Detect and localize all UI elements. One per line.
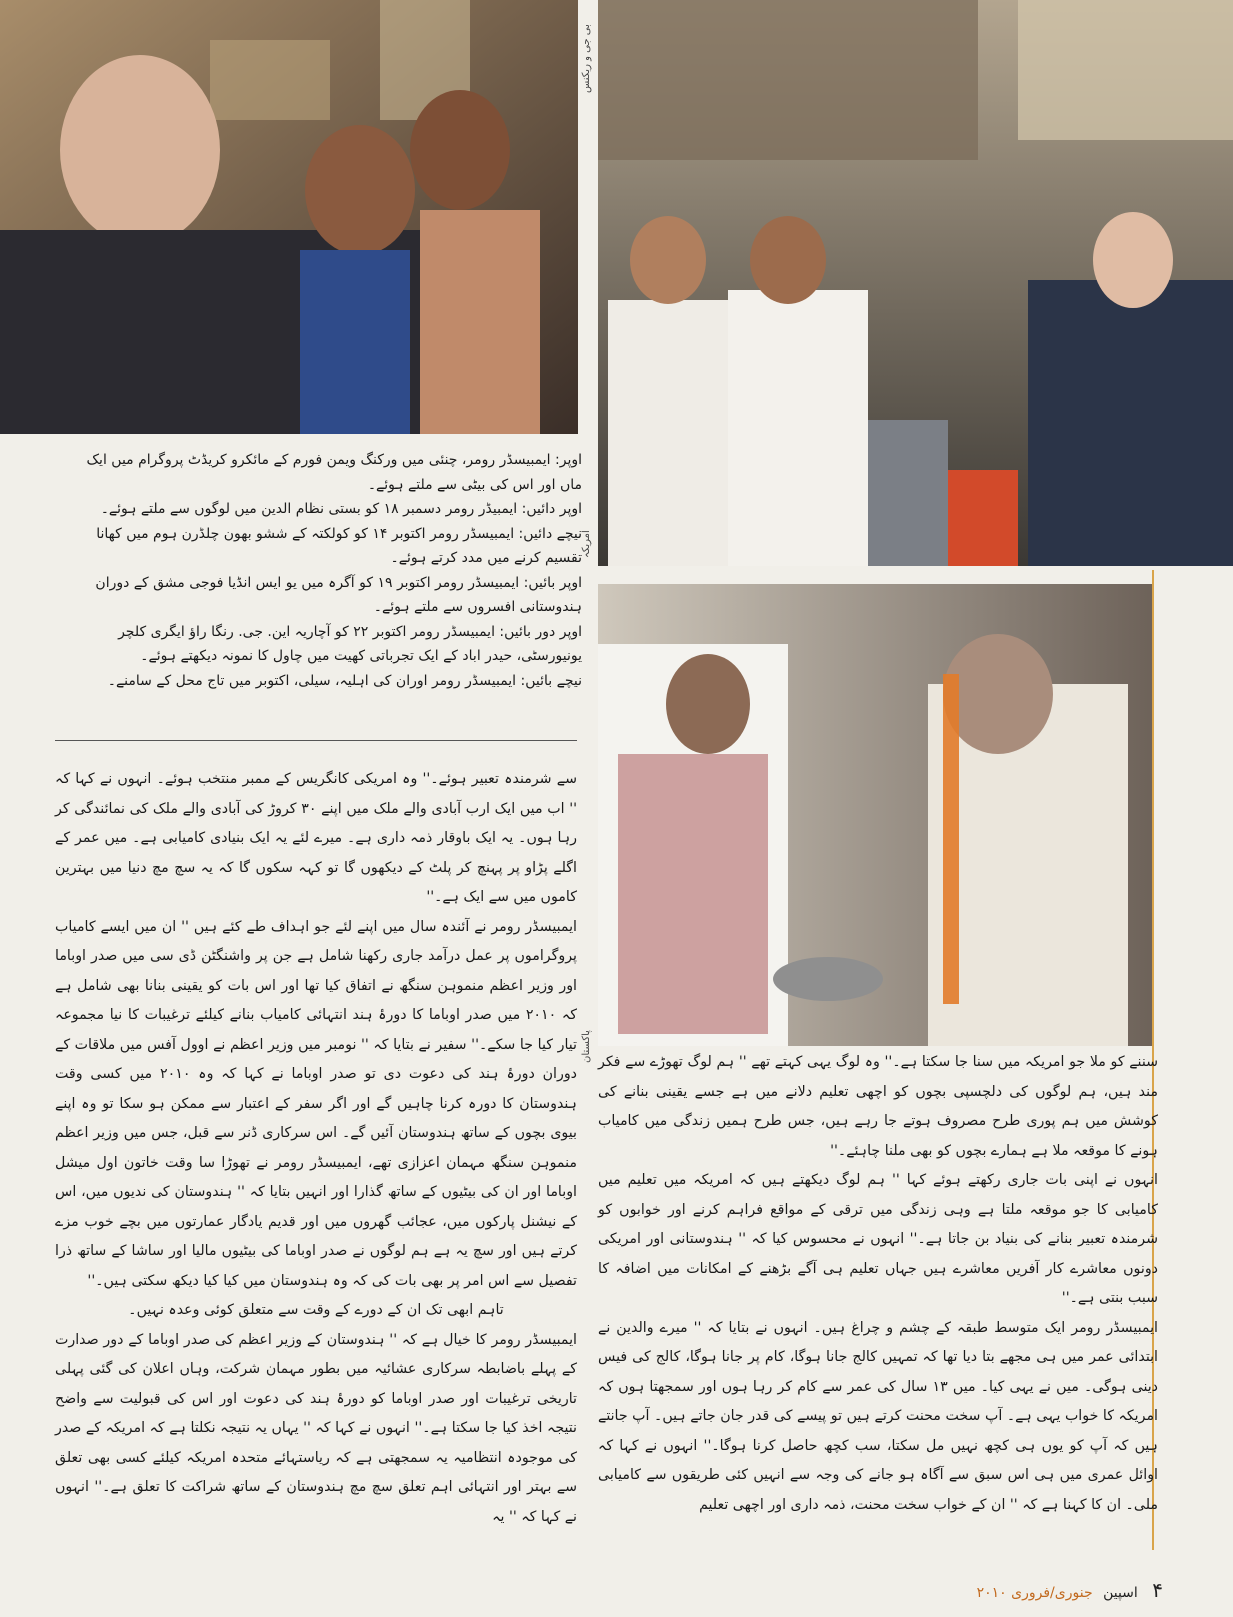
photo-credit-top: بی جی و ریکنس (581, 24, 592, 93)
paragraph: تاہم ابھی تک ان کے دورے کے وقت سے متعلق کوئی وعدہ نہیں۔ (128, 1302, 504, 1318)
paragraph: ایمبیسڈر رومر کا خیال ہے کہ '' ہندوستان کے وزیر اعظم کی صدر اوباما کے دور صدارت کے پہلے باضابطہ سرکاری عشائیہ میں بطور مہمان شرکت، وہاں اعلان کی گئی پہلی تاریخی ترغیبات اور صدر اوباما کو دورۂ ہند کی دعوت اور اس کی قبولیت سے واضح نتیجہ اخذ کیا جا سکتا ہے۔'' انہوں نے کہا کہ '' یہاں یہ نتیجہ نکلتا ہے کہ امریکہ کے صدر کی موجودہ انتظامیہ یہ سمجھتی ہے کہ ریاستہائے متحدہ امریکہ کیلئے کسی بھی تعلق سے بہتر اور انتہائی اہم تعلق سچ مچ ہندوستان کے ساتھ شراکت کا تعلق ہے۔'' انہوں نے کہا کہ '' یہ (55, 1331, 577, 1525)
paragraph: انہوں نے اپنی بات جاری رکھتے ہوئے کہا '' ہم لوگ دیکھتے ہیں کہ امریکہ میں تعلیم میں کامیابی کا جو موقعہ ملتا ہے وہی زندگی میں ترقی کے مواقع فراہم کرنے اور خوابوں کو شرمندہ تعبیر بنانے کی بنیاد بن جاتا ہے۔'' انہوں نے محسوس کیا کہ '' ہندوستانی اور امریکی دونوں معاشرے کار آفریں معاشرے ہیں جہاں تعلیم ہی آگے بڑھنے کے امکانات میں اضافہ کا سبب بنتی ہے۔'' (598, 1172, 1158, 1306)
paragraph: ایمبیسڈر رومر نے آئندہ سال میں اپنے لئے جو اہداف طے کئے ہیں '' ان میں ایسے کامیاب پروگراموں پر عمل درآمد جاری رکھنا شامل ہے جن پر واشنگٹن ڈی سی میں صدر اوباما اور وزیر اعظم منموہن سنگھ نے اتفاق کیا تھا اور اس بات کو یقینی بنانا بھی شامل ہے کہ ۲۰۱۰ میں صدر اوباما کا دورۂ ہند انتہائی کامیاب بنانے کیلئے ترغیبات کا نیا مجموعہ تیار کیا جا سکے۔'' سفیر نے بتایا کہ '' نومبر میں وزیر اعظم نے اوول آفس میں ملاقات کے دوران دورۂ ہند کی دعوت دی تو صدر اوباما نے کہا کہ وہ ۲۰۱۰ میں کسی وقت ہندوستان کا دورہ کرنا چاہیں گے اور اگر سفر کے اعتبار سے ممکن ہو سکا تو وہ اپنے بیوی بچوں کے ساتھ ہندوستان آئیں گے۔ اس سرکاری ڈنر سے قبل، جس میں وزیر اعظم منموہن سنگھ مہمان اعزازی تھے، ایمبیسڈر رومر نے تھوڑا سا وقت خاتون اول میشل اوباما اور ان کی بیٹیوں کے ساتھ گذارا اور انہیں بتایا کہ '' ہندوستان کی ندیوں میں، اس کے نیشنل پارکوں میں، عجائب گھروں میں اور قدیم یادگار عمارتوں میں بچے خوب مزے کرتے ہیں اور سچ یہ ہے ہم لوگوں نے صدر اوباما کی بیٹیوں مالیا اور ساشا کے ساتھ ذرا تفصیل سے اس امر پر بھی بات کی کہ وہ ہندوستان میں کیا کیا دیکھ سکتی ہیں۔'' (55, 918, 577, 1289)
caption-bottom-right: نیچے دائیں: ایمبیسڈر رومر اکتوبر ۱۴ کو کولکتہ کے ششو بھون چلڈرن ہوم میں کھانا تقسیم کرنے میں مدد کرتے ہوئے۔ (96, 525, 582, 566)
caption-top-left: اوپر بائیں: ایمبیسڈر رومر اکتوبر ۱۹ کو آگرہ میں یو ایس انڈیا فوجی مشق کے دوران ہندوستانی افسروں سے ملتے ہوئے۔ (95, 574, 582, 615)
photo-microcredit-mother-daughter (0, 0, 578, 434)
page-footer (977, 1578, 1163, 1602)
paragraph: ایمبیسڈر رومر ایک متوسط طبقہ کے چشم و چراغ ہیں۔ انہوں نے بتایا کہ '' میرے والدین نے ابتدائی عمر میں ہی مجھے بتا دیا تھا کہ تمہیں کالج جانا ہوگا، کام پر جانا ہوگا، کالج کی فیس دینی ہوگی۔ میں نے یہی کیا۔ میں ۱۳ سال کی عمر سے کام کر رہا ہوں اور سمجھتا ہوں کہ امریکہ کا خواب یہی ہے۔ آپ سخت محنت کرتے ہیں تو پیسے کی قدر جان جاتے ہیں۔ آپ جانتے ہیں کہ آپ کو یوں ہی کچھ نہیں مل سکتا، سب کچھ حاصل کرنا ہوگا۔'' انہوں نے کہا کہ اوائل عمری میں ہی اس سبق سے آگاہ ہو جانے کی وجہ سے انہیں کئی طریقوں سے کامیابی ملی۔ ان کا کہنا ہے کہ '' ان کے خواب سخت محنت، ذمہ داری اور اچھی تعلیم (598, 1319, 1158, 1513)
paragraph: سننے کو ملا جو امریکہ میں سنا جا سکتا ہے۔'' وہ لوگ یہی کہتے تھے '' ہم لوگ تھوڑے سے فکر مند ہیں، ہم لوگوں کی دلچسپی بچوں کو اچھی تعلیم دلانے میں ہے جسے یقینی بنانے کی کوشش میں ہم پوری طرح مصروف ہوتے جا رہے ہیں، جس طرح ہمیں زندگی میں کامیاب ہونے کا موقعہ ملا ہے ہمارے بچوں کو بھی ملنا چاہئے۔'' (598, 1054, 1158, 1159)
page-number: ۴ (1152, 1578, 1163, 1602)
caption-divider (55, 740, 577, 741)
paragraph: سے شرمندہ تعبیر ہوئے۔'' وہ امریکی کانگریس کے ممبر منتخب ہوئے۔ انہوں نے کہا کہ '' اب میں ایک ارب آبادی والے ملک میں اپنے ۳۰ کروڑ کی آبادی والے ملک کی نمائندگی کر رہا ہوں۔ یہ ایک باوقار ذمہ داری ہے۔ میرے لئے یہ ایک بنیادی کامیابی ہے۔ میں عمر کے اگلے پڑاو پر پہنچ کر پلٹ کے دیکھوں گا تو کہہ سکوں گا کہ یہ سچ مچ دنیا میں بہترین کاموں میں سے ایک ہے۔'' (55, 771, 577, 905)
caption-top-far-left: اوپر دور بائیں: ایمبیسڈر رومر اکتوبر ۲۲ کو آچاریہ این. جی. رنگا راؤ ایگری کلچر یونیورسٹی، حیدر اباد کے ایک تجرباتی کھیت میں چاول کا نمونہ دیکھتے ہوئے۔ (118, 623, 582, 664)
article-column-left (55, 765, 577, 1532)
magazine-name: اسپین (1103, 1585, 1138, 1601)
photo-kolkata-childrens-home (598, 584, 1154, 1046)
caption-top: اوپر: ایمبیسڈر رومر، چنئی میں ورکنگ ویمن فورم کے مائکرو کریڈٹ پروگرام میں ایک ماں اور اس کی بیٹی سے ملتے ہوئے۔ (86, 452, 582, 493)
photo-credit-mid: امریکہ (581, 530, 592, 558)
caption-top-right: اوپر دائیں: ایمبیڈر رومر دسمبر ۱۸ کو بستی نظام الدین میں لوگوں سے ملتے ہوئے۔ (100, 501, 582, 517)
photo-nizamuddin-basti (598, 0, 1233, 566)
photo-captions (62, 448, 582, 693)
caption-bottom-left: نیچے بائیں: ایمبیسڈر رومر اوران کی اہلیہ، سیلی، اکتوبر میں تاج محل کے سامنے۔ (107, 672, 582, 689)
issue-date: جنوری/فروری ۲۰۱۰ (976, 1585, 1093, 1601)
photo-credit-lower: پاکستان (581, 1030, 592, 1063)
article-column-right (598, 1048, 1158, 1520)
